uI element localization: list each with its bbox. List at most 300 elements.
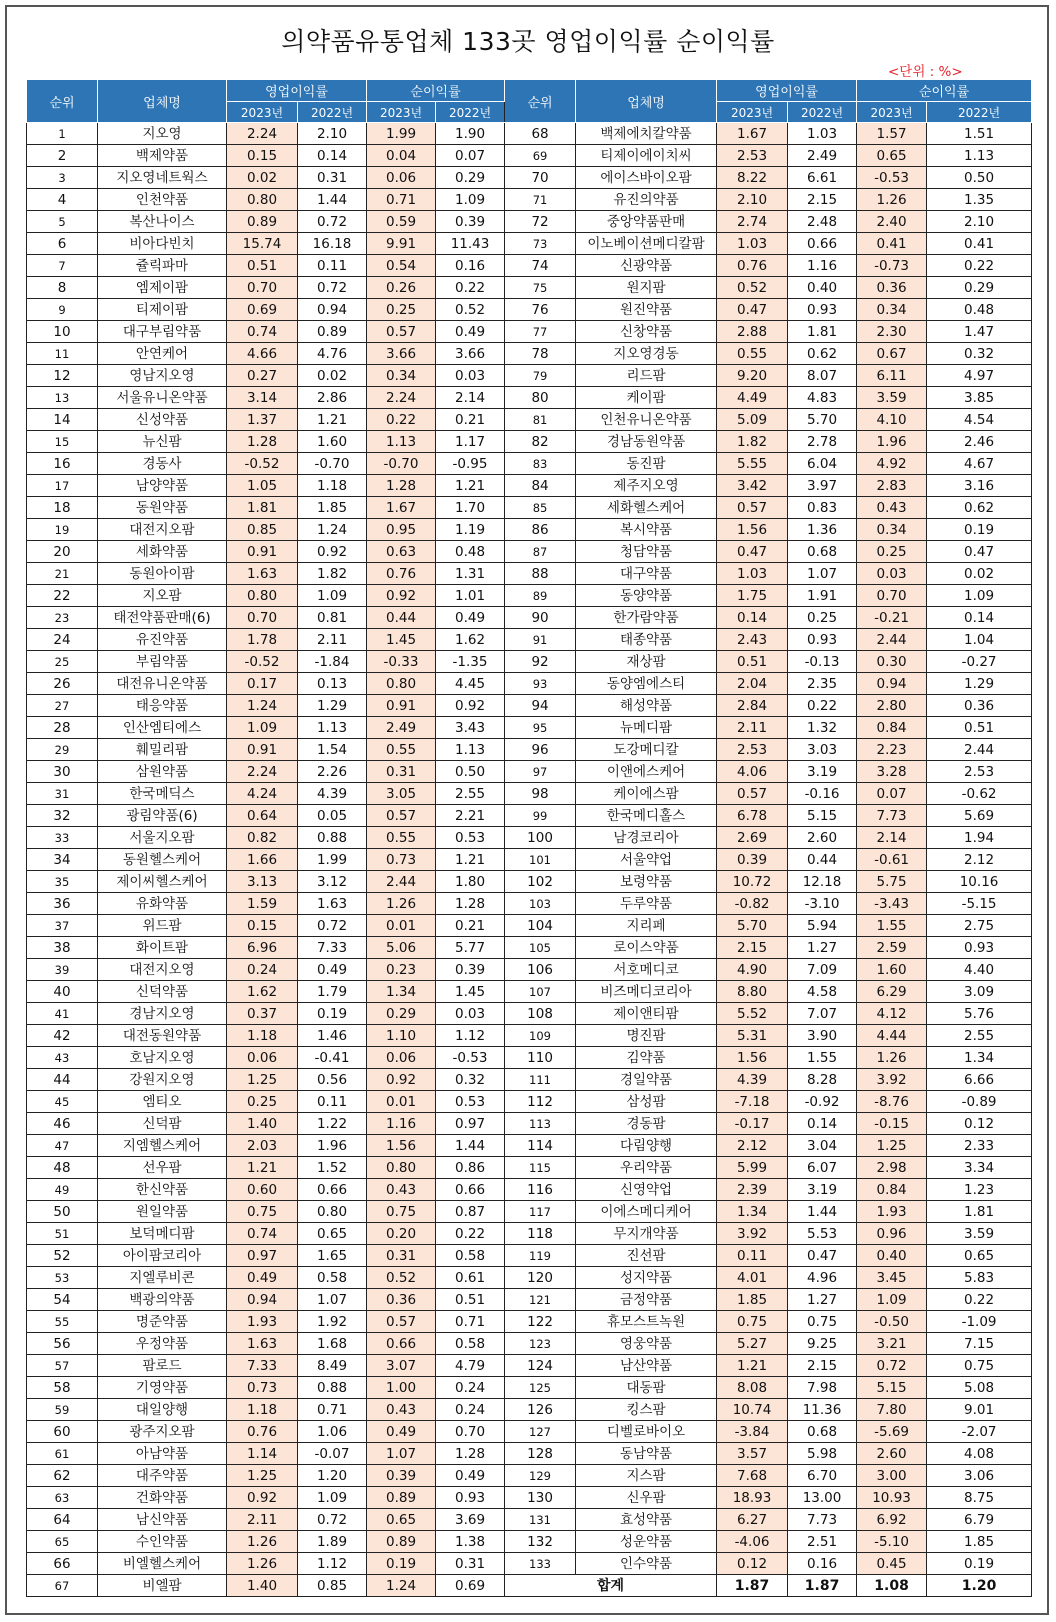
cell-net-2022: 2.21 xyxy=(436,805,505,827)
cell-company: 백제에치칼약품 xyxy=(576,123,717,145)
cell-company: 지스팜 xyxy=(576,1465,717,1487)
cell-net-2022: 1.12 xyxy=(436,1025,505,1047)
cell-op-2023: 1.66 xyxy=(227,849,298,871)
total-net2023: 1.08 xyxy=(857,1575,927,1597)
cell-net-2022: 1.85 xyxy=(927,1531,1032,1553)
cell-op-2023: 0.82 xyxy=(227,827,298,849)
cell-op-2022: 1.20 xyxy=(298,1465,367,1487)
cell-net-2023: 0.03 xyxy=(857,563,927,585)
cell-rank: 78 xyxy=(505,343,576,365)
cell-company: 보덕메디팜 xyxy=(98,1223,227,1245)
cell-company: 비엘팜 xyxy=(98,1575,227,1597)
cell-net-2022: 0.49 xyxy=(436,607,505,629)
cell-op-2022: 0.88 xyxy=(298,1377,367,1399)
cell-net-2022: 1.04 xyxy=(927,629,1032,651)
cell-op-2022: 0.80 xyxy=(298,1201,367,1223)
cell-company: 신덕팜 xyxy=(98,1113,227,1135)
cell-rank: 58 xyxy=(27,1377,98,1399)
cell-op-2022: 1.07 xyxy=(298,1289,367,1311)
cell-op-2023: 0.55 xyxy=(717,343,788,365)
cell-net-2022: 1.29 xyxy=(927,673,1032,695)
cell-net-2023: 0.31 xyxy=(367,761,436,783)
table-row xyxy=(27,871,1032,893)
cell-op-2022: 0.72 xyxy=(298,211,367,233)
cell-op-2022: 3.90 xyxy=(788,1025,857,1047)
cell-rank: 67 xyxy=(27,1575,98,1597)
cell-op-2023: 0.51 xyxy=(227,255,298,277)
cell-op-2023: 3.92 xyxy=(717,1223,788,1245)
cell-net-2022: 2.14 xyxy=(436,387,505,409)
cell-rank: 100 xyxy=(505,827,576,849)
cell-rank: 127 xyxy=(505,1421,576,1443)
cell-op-2023: 0.06 xyxy=(227,1047,298,1069)
cell-net-2022: 3.66 xyxy=(436,343,505,365)
cell-company: 다림양행 xyxy=(576,1135,717,1157)
cell-rank: 57 xyxy=(27,1355,98,1377)
cell-op-2022: 2.51 xyxy=(788,1531,857,1553)
cell-net-2023: 1.96 xyxy=(857,431,927,453)
cell-op-2022: 8.07 xyxy=(788,365,857,387)
cell-rank: 16 xyxy=(27,453,98,475)
cell-company: 명진팜 xyxy=(576,1025,717,1047)
cell-net-2022: 1.13 xyxy=(436,739,505,761)
cell-net-2022: 0.16 xyxy=(436,255,505,277)
table-row xyxy=(27,475,1032,497)
cell-company: 티제이에이치씨 xyxy=(576,145,717,167)
cell-net-2023: 0.45 xyxy=(857,1553,927,1575)
cell-op-2022: 0.75 xyxy=(788,1311,857,1333)
cell-net-2023: 0.40 xyxy=(857,1245,927,1267)
cell-company: 해성약품 xyxy=(576,695,717,717)
cell-net-2023: 0.65 xyxy=(367,1509,436,1531)
cell-net-2023: 0.89 xyxy=(367,1531,436,1553)
cell-net-2022: 2.44 xyxy=(927,739,1032,761)
cell-op-2023: 10.72 xyxy=(717,871,788,893)
cell-op-2023: 2.74 xyxy=(717,211,788,233)
cell-op-2022: 1.81 xyxy=(788,321,857,343)
cell-net-2022: -1.09 xyxy=(927,1311,1032,1333)
cell-company: 수인약품 xyxy=(98,1531,227,1553)
cell-net-2023: 0.07 xyxy=(857,783,927,805)
table-row xyxy=(27,299,1032,321)
cell-net-2022: 0.02 xyxy=(927,563,1032,585)
cell-company: 경동팜 xyxy=(576,1113,717,1135)
table-row xyxy=(27,233,1032,255)
cell-rank: 107 xyxy=(505,981,576,1003)
cell-rank: 4 xyxy=(27,189,98,211)
cell-rank: 120 xyxy=(505,1267,576,1289)
cell-rank: 74 xyxy=(505,255,576,277)
cell-rank: 6 xyxy=(27,233,98,255)
cell-op-2023: 2.53 xyxy=(717,739,788,761)
cell-op-2022: 1.65 xyxy=(298,1245,367,1267)
table-row xyxy=(27,277,1032,299)
cell-company: 복산나이스 xyxy=(98,211,227,233)
header-op-right: 영업이익률 xyxy=(717,80,857,102)
cell-net-2022: 5.76 xyxy=(927,1003,1032,1025)
cell-company: 에이스바이오팜 xyxy=(576,167,717,189)
cell-net-2023: 1.09 xyxy=(857,1289,927,1311)
cell-op-2022: 6.61 xyxy=(788,167,857,189)
cell-op-2022: 1.36 xyxy=(788,519,857,541)
cell-net-2022: 2.55 xyxy=(927,1025,1032,1047)
cell-rank: 91 xyxy=(505,629,576,651)
cell-net-2022: 3.09 xyxy=(927,981,1032,1003)
cell-rank: 41 xyxy=(27,1003,98,1025)
cell-net-2023: 0.55 xyxy=(367,739,436,761)
cell-op-2023: 2.43 xyxy=(717,629,788,651)
cell-op-2022: 0.13 xyxy=(298,673,367,695)
cell-net-2023: 0.43 xyxy=(367,1399,436,1421)
table-row xyxy=(27,1179,1032,1201)
cell-company: 청담약품 xyxy=(576,541,717,563)
cell-net-2023: 2.44 xyxy=(857,629,927,651)
cell-net-2023: 1.57 xyxy=(857,123,927,145)
cell-rank: 75 xyxy=(505,277,576,299)
cell-net-2022: 0.32 xyxy=(436,1069,505,1091)
cell-op-2023: 2.11 xyxy=(227,1509,298,1531)
cell-rank: 121 xyxy=(505,1289,576,1311)
cell-net-2023: 0.34 xyxy=(857,519,927,541)
cell-op-2022: 7.73 xyxy=(788,1509,857,1531)
cell-net-2023: 2.59 xyxy=(857,937,927,959)
cell-rank: 106 xyxy=(505,959,576,981)
cell-op-2023: 0.11 xyxy=(717,1245,788,1267)
cell-op-2023: 1.09 xyxy=(227,717,298,739)
table-row xyxy=(27,805,1032,827)
cell-net-2023: 1.55 xyxy=(857,915,927,937)
cell-company: 이에스메디케어 xyxy=(576,1201,717,1223)
cell-op-2023: 0.25 xyxy=(227,1091,298,1113)
cell-op-2022: 2.11 xyxy=(298,629,367,651)
cell-company: 로이스약품 xyxy=(576,937,717,959)
table-row xyxy=(27,1223,1032,1245)
cell-op-2022: 1.44 xyxy=(298,189,367,211)
cell-company: 백제약품 xyxy=(98,145,227,167)
cell-op-2023: 5.52 xyxy=(717,1003,788,1025)
cell-op-2023: 0.64 xyxy=(227,805,298,827)
cell-company: 엠티오 xyxy=(98,1091,227,1113)
table-row xyxy=(27,827,1032,849)
header-company-right: 업체명 xyxy=(576,80,717,123)
cell-company: 성지약품 xyxy=(576,1267,717,1289)
cell-net-2022: 2.46 xyxy=(927,431,1032,453)
cell-op-2023: -3.84 xyxy=(717,1421,788,1443)
cell-net-2023: -0.53 xyxy=(857,167,927,189)
cell-op-2022: 0.11 xyxy=(298,255,367,277)
table-row xyxy=(27,937,1032,959)
cell-op-2023: 1.59 xyxy=(227,893,298,915)
cell-net-2023: 3.21 xyxy=(857,1333,927,1355)
cell-company: 신창약품 xyxy=(576,321,717,343)
cell-company: 원진약품 xyxy=(576,299,717,321)
cell-rank: 112 xyxy=(505,1091,576,1113)
cell-rank: 34 xyxy=(27,849,98,871)
cell-rank: 68 xyxy=(505,123,576,145)
cell-op-2022: 3.04 xyxy=(788,1135,857,1157)
cell-net-2023: 0.67 xyxy=(857,343,927,365)
cell-rank: 101 xyxy=(505,849,576,871)
cell-rank: 93 xyxy=(505,673,576,695)
cell-op-2022: 1.29 xyxy=(298,695,367,717)
cell-rank: 37 xyxy=(27,915,98,937)
cell-op-2023: -0.17 xyxy=(717,1113,788,1135)
cell-net-2022: 3.59 xyxy=(927,1223,1032,1245)
cell-rank: 132 xyxy=(505,1531,576,1553)
cell-op-2022: 4.76 xyxy=(298,343,367,365)
cell-net-2023: 1.28 xyxy=(367,475,436,497)
cell-op-2022: -0.16 xyxy=(788,783,857,805)
cell-rank: 123 xyxy=(505,1333,576,1355)
cell-company: 대일양행 xyxy=(98,1399,227,1421)
cell-net-2022: -0.62 xyxy=(927,783,1032,805)
cell-net-2022: 4.79 xyxy=(436,1355,505,1377)
cell-op-2022: 7.33 xyxy=(298,937,367,959)
cell-net-2023: 10.93 xyxy=(857,1487,927,1509)
unit-label: <단위 : %> xyxy=(888,64,963,80)
cell-net-2022: 1.45 xyxy=(436,981,505,1003)
cell-net-2023: 1.07 xyxy=(367,1443,436,1465)
cell-net-2022: 1.34 xyxy=(927,1047,1032,1069)
cell-net-2022: 0.93 xyxy=(927,937,1032,959)
cell-op-2022: 9.25 xyxy=(788,1333,857,1355)
cell-net-2022: 1.01 xyxy=(436,585,505,607)
cell-rank: 96 xyxy=(505,739,576,761)
cell-rank: 59 xyxy=(27,1399,98,1421)
cell-rank: 24 xyxy=(27,629,98,651)
cell-rank: 25 xyxy=(27,651,98,673)
cell-op-2022: 0.25 xyxy=(788,607,857,629)
cell-op-2022: 7.07 xyxy=(788,1003,857,1025)
cell-net-2022: 0.65 xyxy=(927,1245,1032,1267)
cell-op-2022: 1.89 xyxy=(298,1531,367,1553)
cell-op-2023: 4.49 xyxy=(717,387,788,409)
cell-net-2023: 0.63 xyxy=(367,541,436,563)
cell-net-2022: -0.89 xyxy=(927,1091,1032,1113)
cell-op-2023: 8.08 xyxy=(717,1377,788,1399)
cell-op-2022: 2.48 xyxy=(788,211,857,233)
cell-op-2022: 0.71 xyxy=(298,1399,367,1421)
header-net-2023-left: 2023년 xyxy=(367,102,436,123)
cell-net-2023: 0.91 xyxy=(367,695,436,717)
cell-op-2022: 1.03 xyxy=(788,123,857,145)
cell-company: 이앤에스케어 xyxy=(576,761,717,783)
cell-rank: 69 xyxy=(505,145,576,167)
cell-company: 비엘헬스케어 xyxy=(98,1553,227,1575)
cell-company: 지리페 xyxy=(576,915,717,937)
cell-net-2022: 1.51 xyxy=(927,123,1032,145)
cell-net-2023: 0.57 xyxy=(367,805,436,827)
cell-rank: 31 xyxy=(27,783,98,805)
cell-company: 유진의약품 xyxy=(576,189,717,211)
cell-op-2022: 0.72 xyxy=(298,915,367,937)
cell-net-2023: 0.01 xyxy=(367,1091,436,1113)
cell-net-2022: 1.38 xyxy=(436,1531,505,1553)
cell-company: 케이팜 xyxy=(576,387,717,409)
cell-net-2023: 0.94 xyxy=(857,673,927,695)
cell-op-2022: 1.44 xyxy=(788,1201,857,1223)
cell-op-2023: 5.70 xyxy=(717,915,788,937)
cell-company: 서호메디코 xyxy=(576,959,717,981)
cell-op-2022: 1.24 xyxy=(298,519,367,541)
cell-op-2023: 0.74 xyxy=(227,1223,298,1245)
cell-net-2022: 0.29 xyxy=(436,167,505,189)
cell-net-2022: 5.08 xyxy=(927,1377,1032,1399)
cell-net-2022: 2.75 xyxy=(927,915,1032,937)
cell-op-2023: 10.74 xyxy=(717,1399,788,1421)
cell-rank: 126 xyxy=(505,1399,576,1421)
cell-op-2023: 0.80 xyxy=(227,585,298,607)
cell-net-2023: 0.22 xyxy=(367,409,436,431)
cell-op-2022: 4.39 xyxy=(298,783,367,805)
cell-company: 지엘루비콘 xyxy=(98,1267,227,1289)
cell-company: 선우팜 xyxy=(98,1157,227,1179)
cell-company: 신영약업 xyxy=(576,1179,717,1201)
cell-rank: 122 xyxy=(505,1311,576,1333)
cell-op-2023: 0.69 xyxy=(227,299,298,321)
cell-company: 케이에스팜 xyxy=(576,783,717,805)
cell-net-2022: 0.50 xyxy=(436,761,505,783)
cell-op-2022: 2.78 xyxy=(788,431,857,453)
cell-company: 부림약품 xyxy=(98,651,227,673)
cell-net-2023: 0.43 xyxy=(857,497,927,519)
cell-op-2023: 1.40 xyxy=(227,1113,298,1135)
cell-rank: 50 xyxy=(27,1201,98,1223)
cell-company: 백광의약품 xyxy=(98,1289,227,1311)
cell-op-2023: 0.91 xyxy=(227,541,298,563)
cell-company: 신우팜 xyxy=(576,1487,717,1509)
cell-op-2022: 4.96 xyxy=(788,1267,857,1289)
cell-net-2023: 4.10 xyxy=(857,409,927,431)
cell-company: 경남동원약품 xyxy=(576,431,717,453)
cell-op-2023: 0.60 xyxy=(227,1179,298,1201)
cell-net-2022: 1.09 xyxy=(927,585,1032,607)
cell-rank: 102 xyxy=(505,871,576,893)
table-row xyxy=(27,519,1032,541)
cell-net-2023: 0.25 xyxy=(367,299,436,321)
cell-company: 뉴신팜 xyxy=(98,431,227,453)
cell-op-2022: 1.18 xyxy=(298,475,367,497)
cell-rank: 1 xyxy=(27,123,98,145)
cell-company: 복시약품 xyxy=(576,519,717,541)
cell-rank: 110 xyxy=(505,1047,576,1069)
cell-rank: 108 xyxy=(505,1003,576,1025)
cell-op-2023: 0.73 xyxy=(227,1377,298,1399)
cell-op-2023: 0.89 xyxy=(227,211,298,233)
cell-op-2023: 0.92 xyxy=(227,1487,298,1509)
cell-net-2022: 0.19 xyxy=(927,519,1032,541)
cell-company: 재상팜 xyxy=(576,651,717,673)
cell-company: 동원아이팜 xyxy=(98,563,227,585)
table-row xyxy=(27,1047,1032,1069)
cell-op-2022: 1.16 xyxy=(788,255,857,277)
table-row xyxy=(27,1399,1032,1421)
cell-op-2023: 0.02 xyxy=(227,167,298,189)
cell-op-2023: 8.22 xyxy=(717,167,788,189)
cell-op-2023: 18.93 xyxy=(717,1487,788,1509)
cell-op-2022: 3.97 xyxy=(788,475,857,497)
cell-op-2022: 2.49 xyxy=(788,145,857,167)
cell-op-2023: 1.63 xyxy=(227,1333,298,1355)
cell-op-2023: 2.03 xyxy=(227,1135,298,1157)
cell-op-2022: 8.49 xyxy=(298,1355,367,1377)
cell-op-2023: 0.52 xyxy=(717,277,788,299)
cell-company: 유진약품 xyxy=(98,629,227,651)
cell-net-2023: 2.83 xyxy=(857,475,927,497)
cell-op-2022: 0.49 xyxy=(298,959,367,981)
cell-net-2022: 0.53 xyxy=(436,827,505,849)
cell-net-2022: 0.22 xyxy=(436,277,505,299)
cell-company: 제이씨헬스케어 xyxy=(98,871,227,893)
cell-op-2022: 1.55 xyxy=(788,1047,857,1069)
cell-company: 대전지오팜 xyxy=(98,519,227,541)
cell-company: 보령약품 xyxy=(576,871,717,893)
cell-op-2022: 1.68 xyxy=(298,1333,367,1355)
cell-op-2023: 1.63 xyxy=(227,563,298,585)
cell-net-2022: 5.77 xyxy=(436,937,505,959)
cell-rank: 65 xyxy=(27,1531,98,1553)
cell-op-2023: 0.57 xyxy=(717,783,788,805)
cell-net-2023: 0.29 xyxy=(367,1003,436,1025)
cell-op-2023: 1.28 xyxy=(227,431,298,453)
cell-rank: 125 xyxy=(505,1377,576,1399)
cell-net-2022: 4.97 xyxy=(927,365,1032,387)
cell-rank: 98 xyxy=(505,783,576,805)
cell-company: 경남지오영 xyxy=(98,1003,227,1025)
cell-rank: 5 xyxy=(27,211,98,233)
cell-rank: 89 xyxy=(505,585,576,607)
cell-company: 성운약품 xyxy=(576,1531,717,1553)
cell-rank: 10 xyxy=(27,321,98,343)
cell-rank: 13 xyxy=(27,387,98,409)
cell-net-2022: -0.53 xyxy=(436,1047,505,1069)
cell-net-2022: 0.92 xyxy=(436,695,505,717)
cell-rank: 77 xyxy=(505,321,576,343)
cell-company: 대구부림약품 xyxy=(98,321,227,343)
cell-op-2022: -1.84 xyxy=(298,651,367,673)
cell-net-2022: 0.93 xyxy=(436,1487,505,1509)
cell-net-2023: 3.45 xyxy=(857,1267,927,1289)
cell-op-2022: 0.93 xyxy=(788,299,857,321)
cell-company: 비아다빈치 xyxy=(98,233,227,255)
cell-net-2022: 10.16 xyxy=(927,871,1032,893)
cell-net-2022: 0.51 xyxy=(436,1289,505,1311)
cell-net-2023: 0.65 xyxy=(857,145,927,167)
cell-net-2022: 2.12 xyxy=(927,849,1032,871)
cell-net-2022: 0.71 xyxy=(436,1311,505,1333)
cell-company: 남양약품 xyxy=(98,475,227,497)
cell-op-2022: 6.07 xyxy=(788,1157,857,1179)
cell-rank: 73 xyxy=(505,233,576,255)
cell-net-2023: 0.44 xyxy=(367,607,436,629)
cell-rank: 36 xyxy=(27,893,98,915)
cell-company: 동양약품 xyxy=(576,585,717,607)
cell-company: 원지팜 xyxy=(576,277,717,299)
cell-company: 동양엠에스티 xyxy=(576,673,717,695)
cell-net-2023: 2.30 xyxy=(857,321,927,343)
cell-net-2023: 2.60 xyxy=(857,1443,927,1465)
cell-op-2023: 0.17 xyxy=(227,673,298,695)
cell-net-2023: 0.92 xyxy=(367,1069,436,1091)
cell-op-2023: 1.62 xyxy=(227,981,298,1003)
cell-company: 제이앤티팜 xyxy=(576,1003,717,1025)
cell-op-2023: 4.66 xyxy=(227,343,298,365)
cell-net-2023: 6.11 xyxy=(857,365,927,387)
cell-net-2023: -8.76 xyxy=(857,1091,927,1113)
cell-op-2022: 5.98 xyxy=(788,1443,857,1465)
cell-company: 서울약업 xyxy=(576,849,717,871)
table-row xyxy=(27,497,1032,519)
